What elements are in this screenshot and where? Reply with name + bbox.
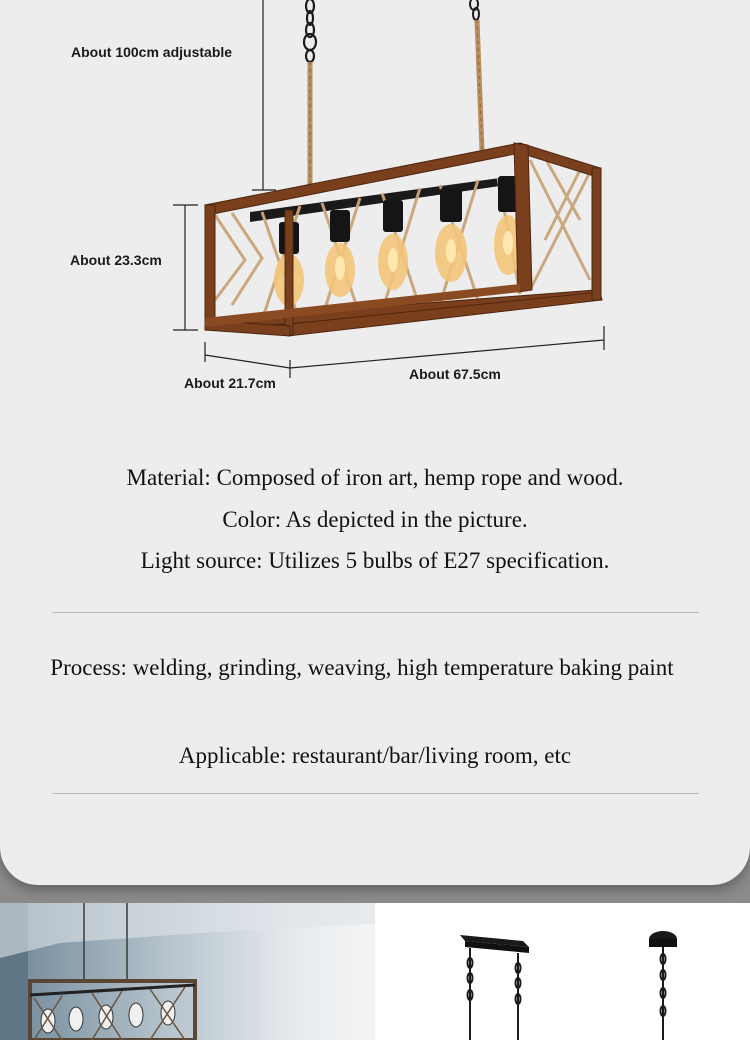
spec-material: Material: Composed of iron art, hemp rope and wood. <box>126 465 624 490</box>
hardware-photo <box>375 903 750 1040</box>
dimension-label-frame-length: About 67.5cm <box>409 366 501 382</box>
ceiling-canopy-bar-icon <box>460 935 529 1040</box>
dimension-label-height-adjustable: About 100cm adjustable <box>71 44 233 60</box>
divider-bottom <box>52 793 699 794</box>
ceiling-canopy-round-icon <box>649 931 677 1040</box>
spec-color: Color: As depicted in the picture. <box>222 507 528 532</box>
dimension-label-frame-height: About 23.3cm <box>70 252 162 268</box>
chain-icon <box>304 0 316 62</box>
dimension-label-frame-width: About 21.7cm <box>184 375 276 391</box>
divider-top <box>52 612 699 613</box>
room-photo <box>0 903 390 1040</box>
spec-applicable: Applicable: restaurant/bar/living room, etc <box>178 743 572 768</box>
product-photos-strip <box>0 903 750 1040</box>
room-chandelier-icon <box>30 981 195 1040</box>
spec-light-source: Light source: Utilizes 5 bulbs of E27 specification. <box>140 548 610 573</box>
chandelier-diagram <box>0 0 750 420</box>
spec-process: Process: welding, grinding, weaving, high temperature baking paint <box>50 655 674 680</box>
